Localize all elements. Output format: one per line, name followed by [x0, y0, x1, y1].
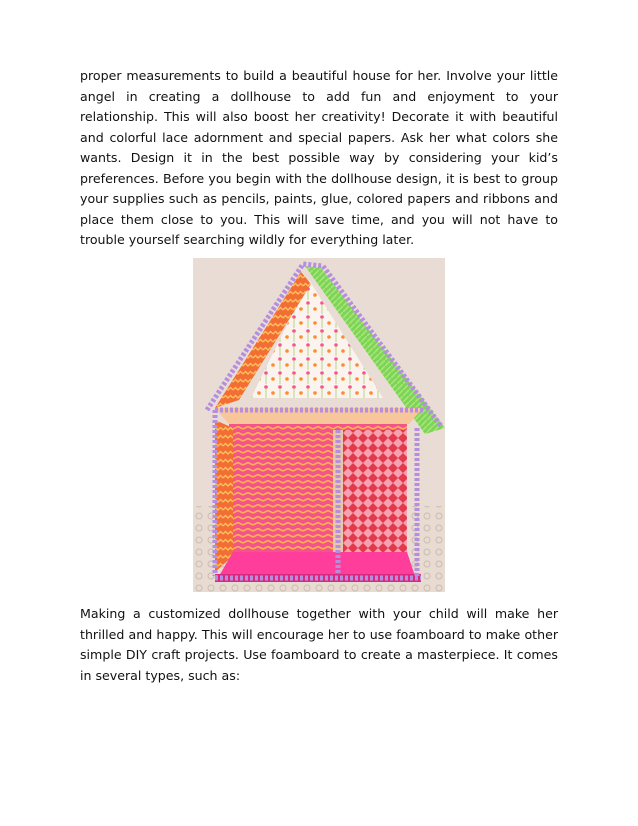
- dollhouse-photo: [193, 258, 445, 592]
- body-paragraph: Making a customized dollhouse together with your child will make her thrilled and happy. This will encourage her to use foamboard to make other simple DIY craft projects. Use foamboard to create a masterpiece. It comes in several types, such as:: [80, 606, 558, 683]
- body-paragraph: proper measurements to build a beautiful house for her. Involve your little angel in creating a dollhouse to add fun and enjoyment to your relationship. This will also boost her creativity! Decorate it with beautiful and colorful lace adornment and special papers. Ask her what colors she wants. Design it in the best possible way by considering your kid’s preferences. Before you begin with the dollhouse design, it is best to group your supplies such as pencils, paints, glue, colored papers and ribbons and place them close to you. This will save time, and you will not have to trouble yourself searching wildly for everything later.: [80, 68, 558, 247]
